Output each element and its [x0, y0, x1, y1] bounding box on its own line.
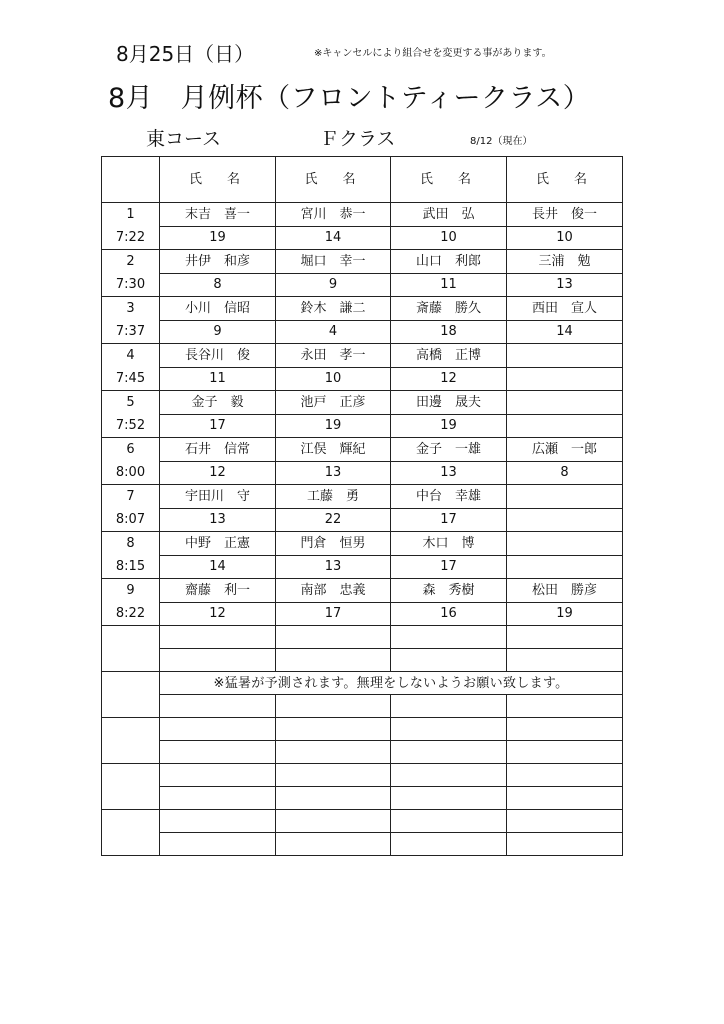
player-name: 金子 毅	[160, 391, 276, 415]
tee-time: 8:22	[115, 606, 146, 621]
player-handicap: 13	[276, 461, 391, 485]
empty-cell	[160, 810, 276, 833]
player-handicap: 19	[507, 602, 623, 626]
player-handicap: 13	[507, 273, 623, 297]
empty-cell	[160, 764, 276, 787]
player-handicap: 18	[391, 320, 507, 344]
heat-notice: ※猛暑が予測されます。無理をしないようお願い致します。	[160, 672, 623, 695]
group-cell	[102, 250, 160, 297]
table-row	[102, 344, 623, 368]
group-cell	[102, 438, 160, 485]
player-name: 江俣 輝紀	[276, 438, 391, 462]
empty-cell	[276, 787, 391, 810]
header-name-2: 氏 名	[276, 157, 391, 203]
group-cell	[102, 391, 160, 438]
player-handicap: 14	[160, 555, 276, 579]
player-name: 長井 俊一	[507, 203, 623, 227]
table-row	[102, 555, 623, 579]
header-name-1: 氏 名	[160, 157, 276, 203]
player-handicap	[507, 555, 623, 579]
tee-time: 7:45	[115, 371, 146, 386]
player-handicap: 16	[391, 602, 507, 626]
table-row	[102, 485, 623, 509]
empty-cell	[276, 695, 391, 718]
cancellation-notice: ※キャンセルにより組合せを変更する事があります。	[314, 48, 552, 59]
table-row	[102, 579, 623, 603]
player-name: 宇田川 守	[160, 485, 276, 509]
player-handicap: 12	[160, 602, 276, 626]
empty-group-cell	[102, 672, 160, 718]
table-row	[102, 203, 623, 227]
player-name: 井伊 和彦	[160, 250, 276, 274]
group-cell	[102, 532, 160, 579]
player-name: 小川 信昭	[160, 297, 276, 321]
player-handicap: 22	[276, 508, 391, 532]
player-name: 中野 正憲	[160, 532, 276, 556]
player-handicap	[507, 367, 623, 391]
player-handicap: 8	[160, 273, 276, 297]
empty-cell	[276, 833, 391, 856]
table-row	[102, 602, 623, 626]
empty-cell	[391, 741, 507, 764]
empty-cell	[160, 741, 276, 764]
table-row	[102, 414, 623, 438]
empty-cell	[507, 833, 623, 856]
empty-cell	[507, 649, 623, 672]
player-name: 南部 忠義	[276, 579, 391, 603]
player-name: 宮川 恭一	[276, 203, 391, 227]
empty-row	[102, 649, 623, 672]
empty-group-cell	[102, 764, 160, 810]
player-handicap: 12	[391, 367, 507, 391]
group-cell	[102, 344, 160, 391]
group-cell	[102, 485, 160, 532]
empty-row	[102, 718, 623, 741]
empty-cell	[160, 787, 276, 810]
tee-time: 8:15	[115, 559, 146, 574]
empty-cell	[276, 810, 391, 833]
empty-cell	[507, 810, 623, 833]
group-number: 9	[126, 583, 135, 598]
table-row	[102, 226, 623, 250]
player-name: 山口 利郎	[391, 250, 507, 274]
pairing-table	[101, 156, 623, 856]
table-row	[102, 391, 623, 415]
player-name: 武田 弘	[391, 203, 507, 227]
empty-group-cell	[102, 810, 160, 856]
empty-row	[102, 626, 623, 649]
player-handicap: 19	[276, 414, 391, 438]
player-name: 高橋 正博	[391, 344, 507, 368]
empty-cell	[391, 787, 507, 810]
player-name: 鈴木 謙二	[276, 297, 391, 321]
player-name: 門倉 恒男	[276, 532, 391, 556]
player-name: 石井 信常	[160, 438, 276, 462]
player-name: 松田 勝彦	[507, 579, 623, 603]
player-handicap: 13	[160, 508, 276, 532]
empty-cell	[507, 695, 623, 718]
tee-time: 7:30	[115, 277, 146, 292]
table-row	[102, 532, 623, 556]
table-row	[102, 438, 623, 462]
player-handicap: 13	[276, 555, 391, 579]
player-name: 森 秀樹	[391, 579, 507, 603]
empty-cell	[160, 626, 276, 649]
player-handicap: 8	[507, 461, 623, 485]
player-handicap	[507, 414, 623, 438]
player-handicap: 17	[276, 602, 391, 626]
group-number: 3	[126, 301, 135, 316]
player-handicap: 19	[391, 414, 507, 438]
player-handicap: 10	[391, 226, 507, 250]
empty-cell	[507, 787, 623, 810]
player-name: 金子 一雄	[391, 438, 507, 462]
class-name: Ｆクラス	[320, 128, 396, 150]
header-name-4: 氏 名	[507, 157, 623, 203]
tee-time: 8:00	[115, 465, 146, 480]
player-handicap: 14	[276, 226, 391, 250]
empty-group-cell	[102, 626, 160, 672]
event-date: 8月25日（日）	[116, 42, 255, 66]
player-name: 広瀬 一郎	[507, 438, 623, 462]
empty-cell	[507, 626, 623, 649]
empty-cell	[391, 718, 507, 741]
player-name	[507, 532, 623, 556]
tee-time: 7:22	[115, 230, 146, 245]
empty-cell	[391, 810, 507, 833]
group-number: 8	[126, 536, 135, 551]
group-number: 4	[126, 348, 135, 363]
group-number: 7	[126, 489, 135, 504]
empty-row	[102, 833, 623, 856]
table-header-row	[102, 157, 623, 203]
player-name: 堀口 幸一	[276, 250, 391, 274]
player-handicap: 4	[276, 320, 391, 344]
empty-row	[102, 810, 623, 833]
player-name: 永田 孝一	[276, 344, 391, 368]
player-name: 工藤 勇	[276, 485, 391, 509]
group-number: 1	[126, 207, 135, 222]
player-handicap: 10	[507, 226, 623, 250]
as-of-date: 8/12（現在）	[470, 136, 533, 147]
player-name	[507, 391, 623, 415]
player-handicap: 11	[160, 367, 276, 391]
page-title: 8月 月例杯（フロントティークラス）	[108, 83, 591, 114]
group-number: 5	[126, 395, 135, 410]
player-name: 池戸 正彦	[276, 391, 391, 415]
player-handicap: 17	[160, 414, 276, 438]
group-cell	[102, 579, 160, 626]
empty-row	[102, 787, 623, 810]
player-name: 中台 幸雄	[391, 485, 507, 509]
tee-time: 7:52	[115, 418, 146, 433]
empty-cell	[160, 649, 276, 672]
tee-time: 7:37	[115, 324, 146, 339]
empty-row	[102, 764, 623, 787]
group-cell	[102, 297, 160, 344]
group-number: 2	[126, 254, 135, 269]
player-handicap: 14	[507, 320, 623, 344]
empty-cell	[276, 741, 391, 764]
empty-cell	[391, 764, 507, 787]
player-name	[507, 344, 623, 368]
player-name: 長谷川 俊	[160, 344, 276, 368]
player-handicap	[507, 508, 623, 532]
player-name: 西田 宣人	[507, 297, 623, 321]
empty-group-cell	[102, 718, 160, 764]
empty-cell	[391, 695, 507, 718]
player-name: 末吉 喜一	[160, 203, 276, 227]
header-blank-cell	[102, 157, 160, 203]
empty-row	[102, 741, 623, 764]
player-handicap: 19	[160, 226, 276, 250]
empty-cell	[276, 718, 391, 741]
table-row	[102, 273, 623, 297]
player-name: 齋藤 利一	[160, 579, 276, 603]
player-name: 木口 博	[391, 532, 507, 556]
empty-cell	[276, 764, 391, 787]
table-row	[102, 461, 623, 485]
player-name: 三浦 勉	[507, 250, 623, 274]
player-handicap: 9	[160, 320, 276, 344]
empty-cell	[391, 649, 507, 672]
player-handicap: 13	[391, 461, 507, 485]
empty-cell	[507, 718, 623, 741]
group-number: 6	[126, 442, 135, 457]
table-row	[102, 297, 623, 321]
course-name: 東コース	[146, 128, 222, 150]
empty-cell	[391, 833, 507, 856]
player-handicap: 9	[276, 273, 391, 297]
empty-cell	[160, 695, 276, 718]
player-name: 斎藤 勝久	[391, 297, 507, 321]
tee-time: 8:07	[115, 512, 146, 527]
player-handicap: 17	[391, 508, 507, 532]
table-row	[102, 508, 623, 532]
table-row	[102, 367, 623, 391]
table-row	[102, 320, 623, 344]
empty-cell	[276, 649, 391, 672]
player-name: 田邊 晟夫	[391, 391, 507, 415]
empty-cell	[507, 764, 623, 787]
player-handicap: 12	[160, 461, 276, 485]
empty-cell	[160, 718, 276, 741]
empty-row	[102, 672, 623, 695]
player-handicap: 17	[391, 555, 507, 579]
player-handicap: 11	[391, 273, 507, 297]
header-name-3: 氏 名	[391, 157, 507, 203]
empty-cell	[391, 626, 507, 649]
player-handicap: 10	[276, 367, 391, 391]
player-name	[507, 485, 623, 509]
empty-cell	[160, 833, 276, 856]
empty-cell	[276, 626, 391, 649]
empty-cell	[507, 741, 623, 764]
empty-row	[102, 695, 623, 718]
table-row	[102, 250, 623, 274]
group-cell	[102, 203, 160, 250]
